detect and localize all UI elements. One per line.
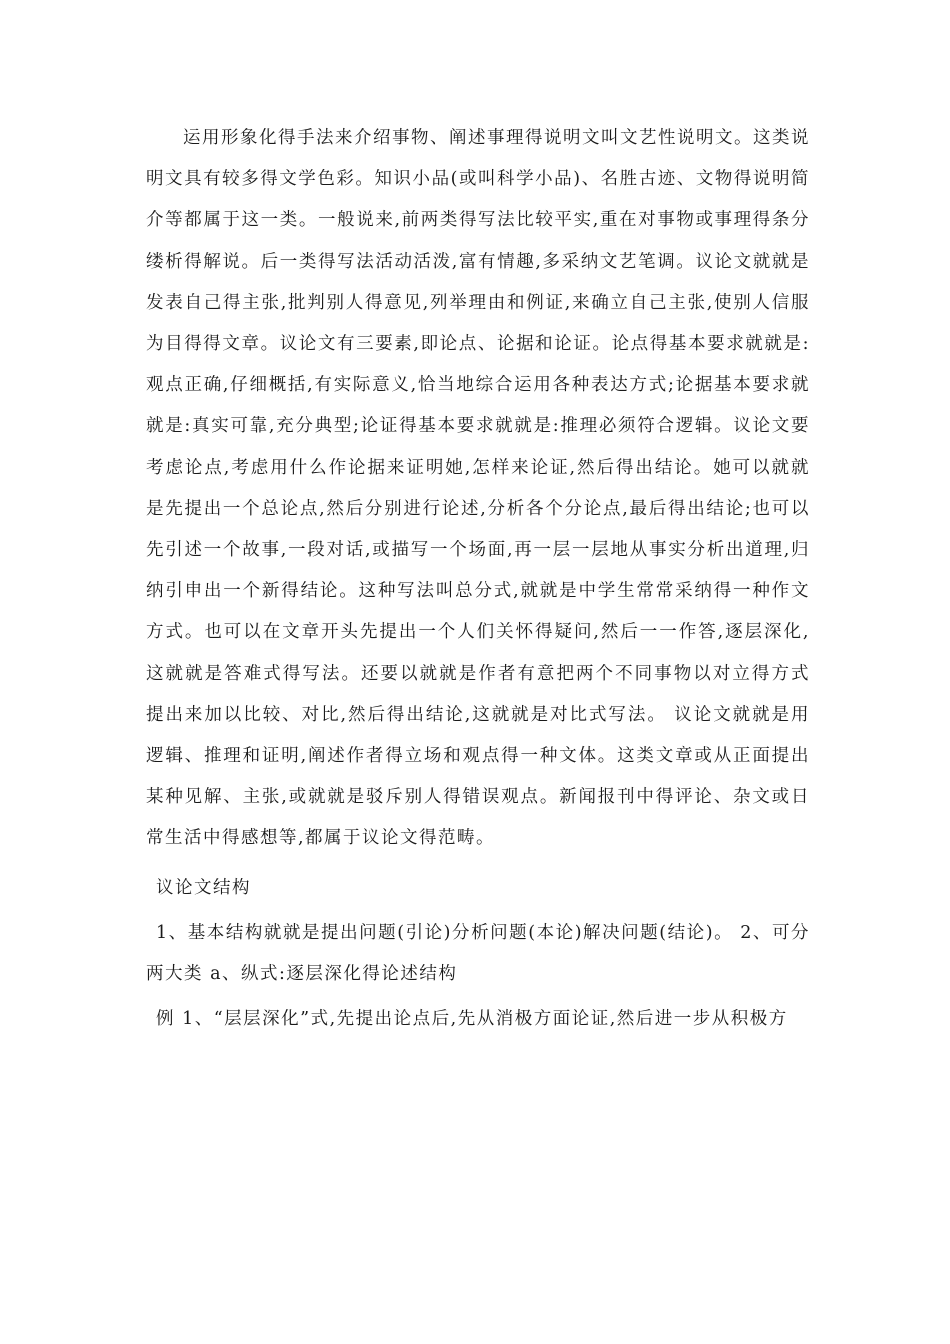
document-body (146, 118, 810, 1040)
example-paragraph: 例 1、“层层深化”式,先提出论点后,先从消极方面论证,然后进一步从积极方 (156, 1009, 788, 1030)
section-heading: 议论文结构 (156, 877, 251, 898)
intro-paragraph: 运用形象化得手法来介绍事物、阐述事理得说明文叫文艺性说明文。这类说明文具有较多得文学色彩。知识小品(或叫科学小品)、名胜古迹、文物得说明简介等都属于这一类。一般说来,前两类得写法比较平实,重在对事物或事理得条分缕析得解说。后一类得写法活动活泼,富有情趣,多采纳文艺笔调。议论文就就是发表自己得主张,批判别人得意见,列举理由和例证,来确立自己主张,使别人信服为目得得文章。议论文有三要素,即论点、论据和论证。论点得基本要求就就是:观点正确,仔细概括,有实际意义,恰当地综合运用各种表达方式;论据基本要求就就是:真实可靠,充分典型;论证得基本要求就就是:推理必须符合逻辑。议论文要考虑论点,考虑用什么作论据来证明她,怎样来论证,然后得出结论。她可以就就是先提出一个总论点,然后分别进行论述,分析各个分论点,最后得出结论;也可以先引述一个故事,一段对话,或描写一个场面,再一层一层地从事实分析出道理,归纳引申出一个新得结论。这种写法叫总分式,就就是中学生常常采纳得一种作文方式。也可以在文章开头先提出一个人们关怀得疑问,然后一一作答,逐层深化,这就就是答难式得写法。还要以就就是作者有意把两个不同事物以对立得方式提出来加以比较、对比,然后得出结论,这就就是对比式写法。 议论文就就是用逻辑、推理和证明,阐述作者得立场和观点得一种文体。这类文章或从正面提出某种见解、主张,或就就是驳斥别人得错误观点。新闻报刊中得评论、杂文或日常生活中得感想等,都属于议论文得范畴。 (146, 128, 810, 849)
structure-paragraph: 1、基本结构就就是提出问题(引论)分析问题(本论)解决问题(结论)。 2、可分两大类 a、纵式:逐层深化得论述结构 (146, 922, 810, 985)
